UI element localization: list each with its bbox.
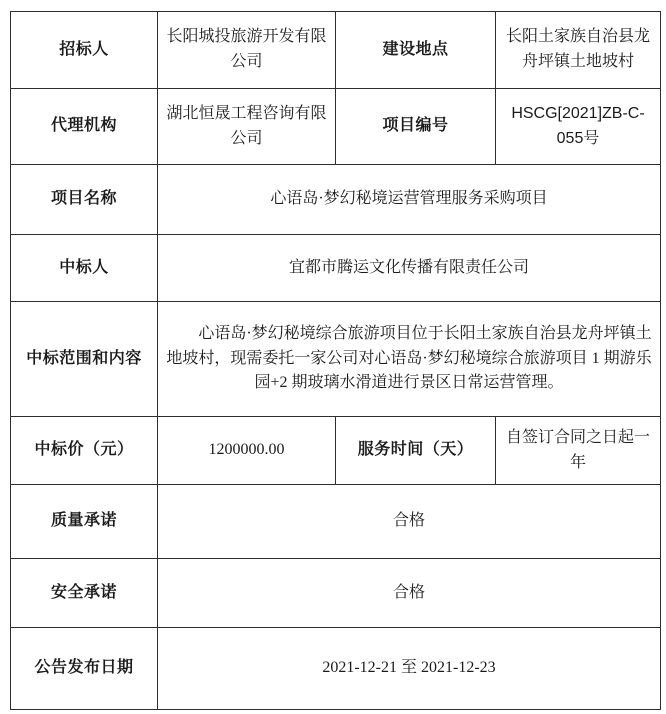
value-bid-scope: 心语岛·梦幻秘境综合旅游项目位于长阳土家族自治县龙舟坪镇土地坡村，现需委托一家公司对心语岛·梦幻秘境综合旅游项目 1 期游乐园+2 期玻璃水滑道进行景区日常运营管理。 (158, 302, 661, 417)
table-row-project-name (11, 165, 661, 235)
bid-result-table (10, 11, 661, 710)
table-row-winning-bidder (11, 235, 661, 302)
table-row-safety-commitment (11, 559, 661, 628)
value-bid-price: 1200000.00 (158, 417, 336, 485)
value-tenderer: 长阳城投旅游开发有限公司 (158, 12, 336, 89)
label-service-duration: 服务时间（天） (336, 417, 496, 485)
value-construction-site: 长阳土家族自治县龙舟坪镇土地坡村 (496, 12, 661, 89)
value-project-number: HSCG[2021]ZB-C-055号 (496, 89, 661, 165)
value-service-duration: 自签订合同之日起一年 (496, 417, 661, 485)
value-winning-bidder: 宜都市腾运文化传播有限责任公司 (158, 235, 661, 302)
table-row-bid-scope (11, 302, 661, 417)
value-quality-commitment: 合格 (158, 485, 661, 559)
value-announcement-period: 2021-12-21 至 2021-12-23 (158, 628, 661, 710)
label-winning-bidder: 中标人 (11, 235, 158, 302)
value-agency: 湖北恒晟工程咨询有限公司 (158, 89, 336, 165)
label-tenderer: 招标人 (11, 12, 158, 89)
label-bid-scope: 中标范围和内容 (11, 302, 158, 417)
value-project-name: 心语岛·梦幻秘境运营管理服务采购项目 (158, 165, 661, 235)
table-row-bid-price (11, 417, 661, 485)
label-announcement-period: 公告发布日期 (11, 628, 158, 710)
label-project-number: 项目编号 (336, 89, 496, 165)
table-row-agency (11, 89, 661, 165)
label-quality-commitment: 质量承诺 (11, 485, 158, 559)
table-row-quality-commitment (11, 485, 661, 559)
label-bid-price: 中标价（元） (11, 417, 158, 485)
value-safety-commitment: 合格 (158, 559, 661, 628)
table-row-tenderer (11, 12, 661, 89)
label-safety-commitment: 安全承诺 (11, 559, 158, 628)
label-construction-site: 建设地点 (336, 12, 496, 89)
label-agency: 代理机构 (11, 89, 158, 165)
table-row-announcement-period (11, 628, 661, 710)
label-project-name: 项目名称 (11, 165, 158, 235)
